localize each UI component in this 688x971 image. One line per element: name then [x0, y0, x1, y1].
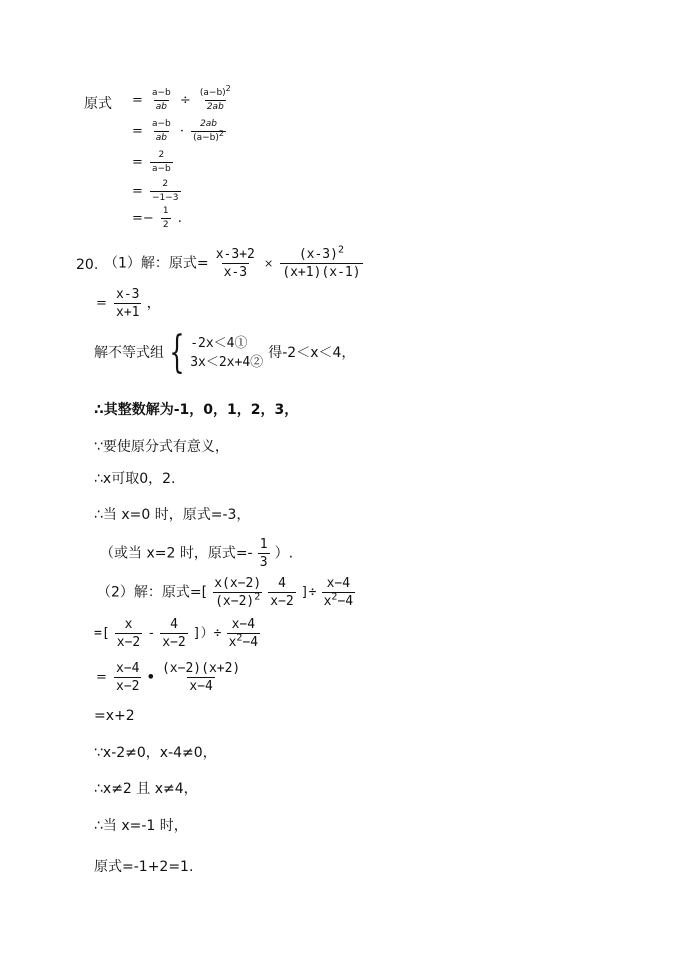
- part2-line3: = $\frac{x-4}{x-2}$ • $\frac{(x-2)(x+2)}{x-4}$: [96, 661, 241, 694]
- line-meaningful: ∵要使原分式有意义，: [94, 439, 229, 455]
- line-x0: ∴当 x=0 时，原式=-3，: [94, 507, 251, 523]
- fraction: $\frac{2}{a-b}$: [152, 150, 171, 174]
- inequality-2: 3x＜2x+4②: [190, 355, 264, 370]
- line-x2: （或当 x=2 时，原式=- $\frac{1}{3}$ ）.: [100, 537, 294, 570]
- part1-line1: （1）解：原式= $\frac{x-3+2}{x-3}$ × $\frac{(x-3)^2}{(x+1)(x-1)}$: [104, 244, 361, 280]
- left-brace: {: [169, 327, 185, 378]
- fraction: $\frac{x-3}{x+1}$: [116, 287, 140, 320]
- fraction: $\frac{4}{x-2}$: [270, 576, 294, 609]
- step-2: = $\frac{a-b}{ab}$ · $\frac{2ab}{(a-b)^2}$: [132, 119, 224, 143]
- fraction: $\frac{1}{3}$: [259, 537, 268, 570]
- step-5: =− $\frac{1}{2}$ .: [132, 206, 182, 230]
- part2-line1: （2）解：原式=[ $\frac{x(x-2)}{(x-2)^2}$ $\frac{4}{x-2}$ ]÷ $\frac{x-4}{x^2-4}$: [97, 576, 354, 609]
- part2-line7: ∴当 x=-1 时，: [94, 818, 188, 834]
- step-1: = $\frac{a-b}{ab}$ ÷ $\frac{(a-b)^2}{2ab}$: [132, 84, 231, 112]
- fraction: $\frac{4}{x-2}$: [162, 617, 186, 650]
- fraction: $\frac{(a-b)^2}{2ab}$: [199, 84, 231, 112]
- step-4: = $\frac{2}{-1-3}$: [132, 179, 179, 203]
- fraction: $\frac{x-3+2}{x-3}$: [215, 247, 255, 280]
- part2-line5: ∵x-2≠0，x-4≠0，: [94, 745, 217, 761]
- fraction: $\frac{1}{2}$: [162, 206, 169, 230]
- fraction: $\frac{a-b}{ab}$: [152, 119, 171, 143]
- fraction: $\frac{2}{-1-3}$: [152, 179, 179, 203]
- inequality-system: 解不等式组 { -2x＜4① 3x＜2x+4② 得-2＜x＜4，: [94, 327, 356, 378]
- fraction: $\frac{(x-3)^2}{(x+1)(x-1)}$: [282, 244, 361, 280]
- fraction: $\frac{x-4}{x-2}$: [116, 661, 140, 694]
- label-yuanshi: 原式: [84, 96, 112, 112]
- part2-line2: =[ $\frac{x}{x-2}$ - $\frac{4}{x-2}$ ]）÷ $\frac{x-4}{x^2-4}$: [94, 617, 259, 650]
- fraction: $\frac{x-4}{x^2-4}$: [228, 617, 259, 650]
- inequality-1: -2x＜4①: [190, 336, 248, 351]
- fraction: $\frac{a-b}{ab}$: [152, 88, 171, 112]
- part2-line4: =x+2: [94, 708, 135, 724]
- fraction: $\frac{x}{x-2}$: [116, 617, 141, 650]
- part1-line2: = $\frac{x-3}{x+1}$ ，: [96, 287, 161, 320]
- part2-line6: ∴x≠2 且 x≠4，: [94, 781, 198, 797]
- fraction: $\frac{(x-2)(x+2)}{x-4}$: [161, 661, 241, 694]
- line-x-values: ∴x可取0，2.: [94, 471, 176, 487]
- fraction: $\frac{x(x-2)}{(x-2)^2}$: [214, 576, 262, 609]
- problem-number: 20.: [76, 257, 99, 273]
- fraction: $\frac{2ab}{(a-b)^2}$: [193, 119, 224, 143]
- part2-line8: 原式=-1+2=1.: [94, 859, 194, 875]
- line-integer-solutions: ∴其整数解为-1，0，1，2，3，: [94, 402, 299, 418]
- fraction: $\frac{x-4}{x^2-4}$: [323, 576, 354, 609]
- step-3: = $\frac{2}{a-b}$: [132, 150, 171, 174]
